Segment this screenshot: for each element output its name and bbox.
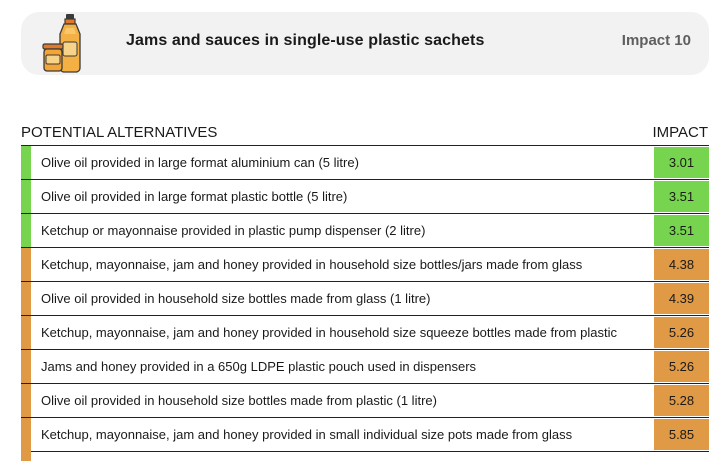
table-overflow-bar (21, 451, 31, 461)
impact-level-bar (21, 146, 31, 179)
impact-level-bar (21, 248, 31, 281)
alternative-label: Ketchup, mayonnaise, jam and honey provided in household size squeeze bottles made from plastic (41, 325, 617, 340)
product-header-card (21, 12, 709, 75)
alternative-impact-score: 5.85 (654, 419, 709, 450)
impact-level-bar (21, 418, 31, 451)
alternative-impact-score: 4.39 (654, 283, 709, 314)
sauce-jar-bottle-icon (37, 12, 93, 74)
table-row (21, 214, 709, 248)
impact-level-bar (21, 316, 31, 349)
alternative-impact-score: 5.26 (654, 317, 709, 348)
alternative-label: Ketchup, mayonnaise, jam and honey provided in small individual size pots made from glass (41, 427, 573, 442)
alternative-label: Ketchup, mayonnaise, jam and honey provided in household size bottles/jars made from glass (41, 257, 583, 272)
alternative-impact-score: 3.51 (654, 215, 709, 246)
alternatives-table (21, 145, 709, 452)
impact-level-bar (21, 384, 31, 417)
product-impact-score: Impact 10 (621, 32, 691, 49)
impact-heading: IMPACT (652, 124, 708, 141)
alternative-impact-score: 3.01 (654, 147, 709, 178)
impact-level-bar (21, 282, 31, 315)
alternative-label: Olive oil provided in household size bottles made from glass (1 litre) (41, 291, 431, 306)
alternative-label: Olive oil provided in large format aluminium can (5 litre) (41, 155, 359, 170)
product-title: Jams and sauces in single-use plastic sachets (126, 32, 485, 49)
impact-level-bar (21, 180, 31, 213)
alternative-impact-score: 4.38 (654, 249, 709, 280)
alternative-label: Olive oil provided in household size bottles made from plastic (1 litre) (41, 393, 437, 408)
table-row (21, 384, 709, 418)
table-row (21, 350, 709, 384)
impact-level-bar (21, 350, 31, 383)
alternative-impact-score: 5.26 (654, 351, 709, 382)
table-row (21, 316, 709, 350)
table-row (21, 282, 709, 316)
alternative-label: Ketchup or mayonnaise provided in plastic pump dispenser (2 litre) (41, 223, 426, 238)
alternative-impact-score: 5.28 (654, 385, 709, 416)
alternatives-heading: POTENTIAL ALTERNATIVES (21, 124, 218, 141)
table-row (21, 180, 709, 214)
table-row (21, 248, 709, 282)
alternative-label: Olive oil provided in large format plastic bottle (5 litre) (41, 189, 348, 204)
table-row (21, 146, 709, 180)
impact-level-bar (21, 214, 31, 247)
table-row (21, 418, 709, 452)
alternative-impact-score: 3.51 (654, 181, 709, 212)
alternative-label: Jams and honey provided in a 650g LDPE plastic pouch used in dispensers (41, 359, 477, 374)
